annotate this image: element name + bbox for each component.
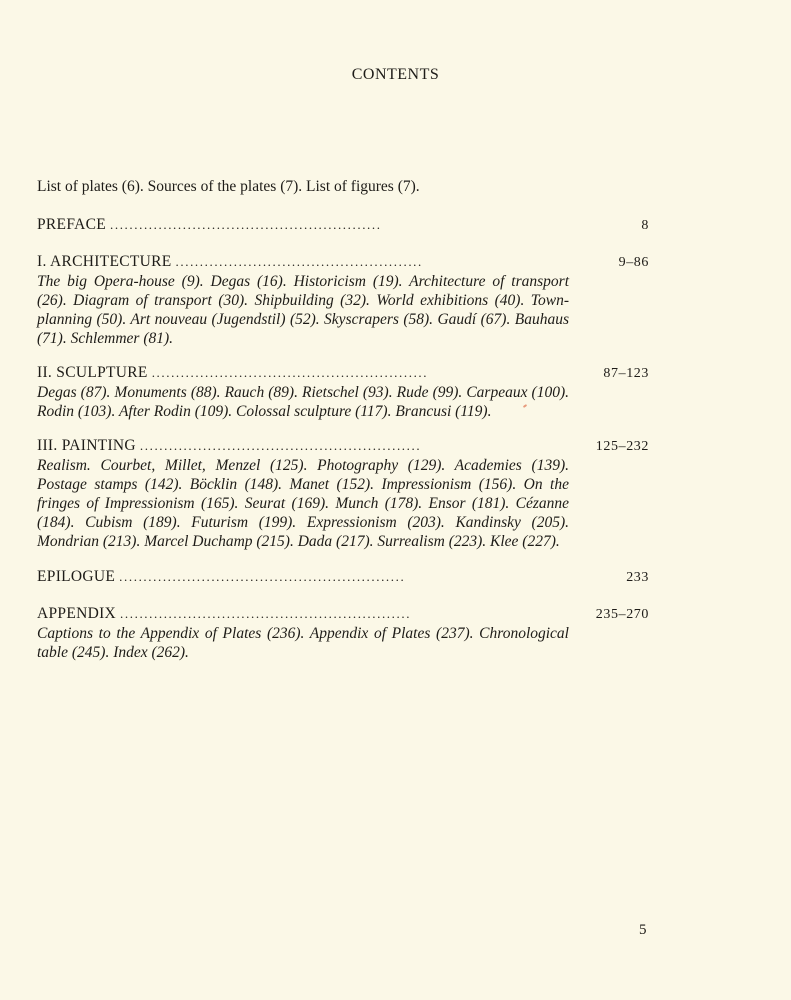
toc-entry-sculpture [37, 363, 649, 421]
toc-entry-architecture [37, 252, 649, 348]
toc-heading: PREFACE [37, 216, 106, 233]
toc-heading: APPENDIX [37, 605, 117, 622]
dot-leader: ........................................................... [119, 569, 406, 584]
toc-entry-row [37, 363, 649, 383]
toc-pages: 8 [641, 218, 649, 233]
dot-leader: .......................................................... [139, 438, 422, 453]
toc-heading: II. SCULPTURE [37, 364, 148, 381]
toc-description: Realism. Courbet, Millet, Menzel (125). Photography (129). Academies (139). Postage stamps (142). Böcklin (148). Manet (152). Impressionism (156). On the fringes of Impressionism (165). Seurat (169). Munch (178). Ensor (181). Cézanne (184). Cubism (189). Futurism (199). Expressionism (203). Kandinsky (205). Mondrian (213). Marcel Duchamp (215). Dada (217). Surrealism (223). Klee (227). [37, 457, 569, 550]
toc-entry-appendix [37, 604, 649, 662]
toc-pages: 235–270 [595, 607, 649, 622]
toc-entry-row [37, 567, 649, 587]
toc-pages: 233 [626, 570, 649, 585]
page-number: 5 [639, 922, 647, 938]
dot-leader: ................................................... [175, 254, 423, 269]
toc-entry-epilogue [37, 567, 649, 587]
toc-heading: EPILOGUE [37, 568, 116, 585]
toc-description: The big Opera-house (9). Degas (16). Historicism (19). Architecture of transport (26). Diagram of transport (30). Shipbuilding (32). World exhibitions (40). Town-planning (50). Art nouveau (Jugendstil) (52). Skyscrapers (58). Gaudí (67). Bauhaus (71). Schlemmer (81). [37, 273, 569, 347]
toc-heading: I. ARCHITECTURE [37, 253, 172, 270]
page-title: CONTENTS [351, 66, 440, 83]
intro-line: List of plates (6). Sources of the plates (7). List of figures (7). [37, 178, 420, 195]
toc-entry-row [37, 436, 649, 456]
toc-pages: 125–232 [595, 439, 649, 454]
toc-description: Captions to the Appendix of Plates (236). Appendix of Plates (237). Chronological table (245). Index (262). [37, 625, 569, 661]
toc-entry-painting [37, 436, 649, 551]
toc-entry-preface [37, 215, 649, 235]
toc-description: Degas (87). Monuments (88). Rauch (89). Rietschel (93). Rude (99). Carpeaux (100). Rodin (103). After Rodin (109). Colossal sculpture (117). Brancusi (119). [37, 384, 569, 420]
toc-entry-row [37, 604, 649, 624]
dot-leader: ......................................................... [151, 365, 429, 380]
dot-leader: ........................................................ [110, 217, 382, 232]
toc-pages: 87–123 [603, 366, 649, 381]
toc-entry-row [37, 215, 649, 235]
dot-leader: ............................................................ [120, 606, 412, 621]
toc-heading: III. PAINTING [37, 437, 136, 454]
toc-entry-row [37, 252, 649, 272]
toc-pages: 9–86 [618, 255, 649, 270]
